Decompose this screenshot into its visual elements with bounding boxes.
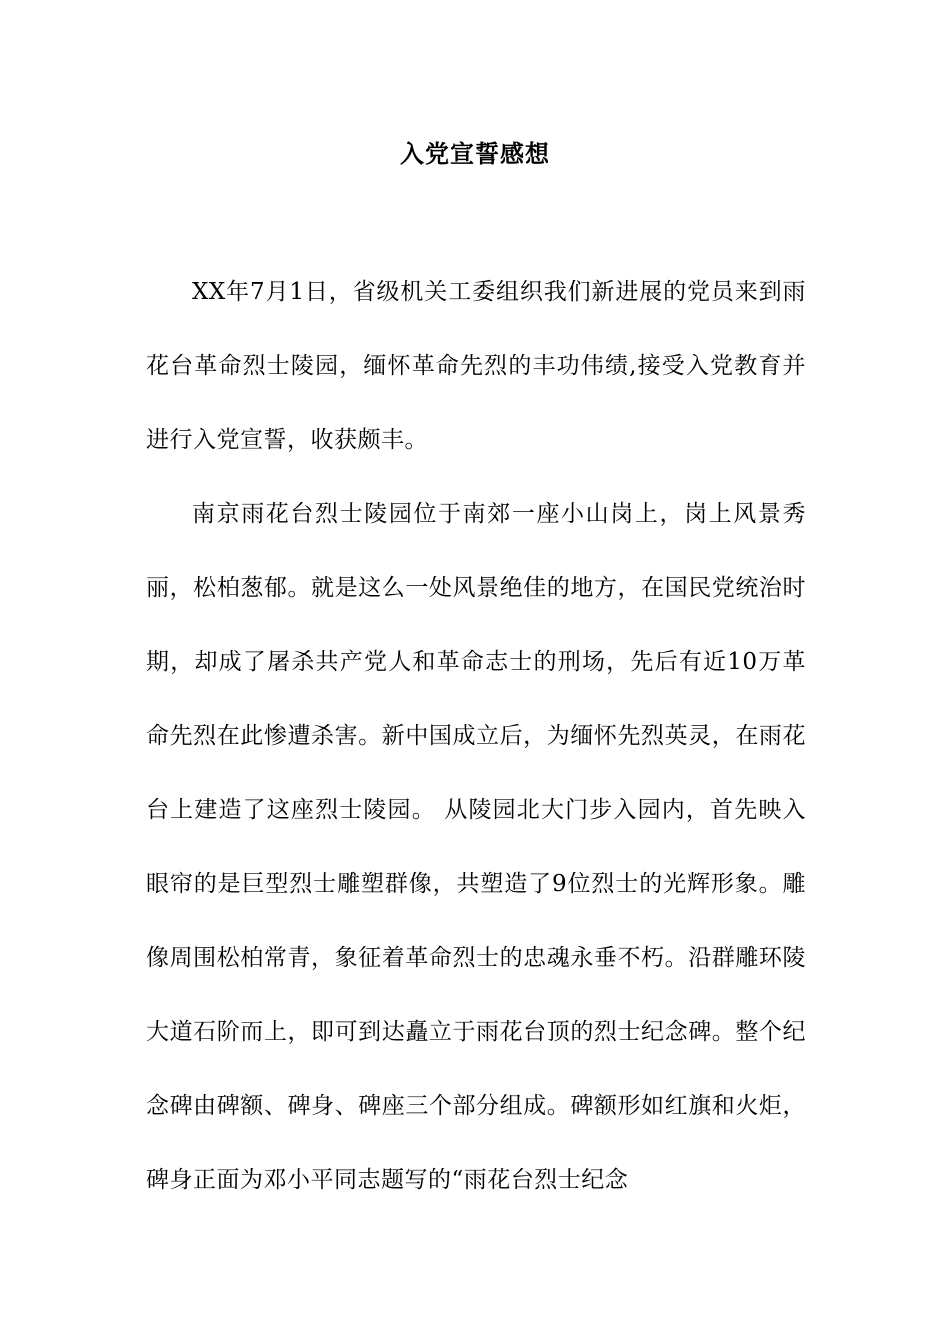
document-body bbox=[146, 255, 806, 1217]
paragraph-2: 南京雨花台烈士陵园位于南郊一座小山岗上，岗上风景秀丽，松柏葱郁。就是这么一处风景绝佳的地方，在国民党统治时期，却成了屠杀共产党人和革命志士的刑场，先后有近10万革命先烈在此惨遭杀害。新中国成立后，为缅怀先烈英灵，在雨花台上建造了这座烈士陵园。 从陵园北大门步入园内，首先映入眼帘的是巨型烈士雕塑群像，共塑造了9位烈士的光辉形象。雕像周围松柏常青，象征着革命烈士的忠魂永垂不朽。沿群雕环陵大道石阶而上，即可到达矗立于雨花台顶的烈士纪念碑。整个纪念碑由碑额、碑身、碑座三个部分组成。碑额形如红旗和火炬，碑身正面为邓小平同志题写的“雨花台烈士纪念 bbox=[146, 501, 806, 1193]
document-title: 入党宣誓感想 bbox=[400, 139, 550, 168]
paragraph-1: XX年7月1日，省级机关工委组织我们新进展的党员来到雨花台革命烈士陵园，缅怀革命先烈的丰功伟绩,接受入党教育并进行入党宣誓，收获颇丰。 bbox=[146, 279, 806, 453]
